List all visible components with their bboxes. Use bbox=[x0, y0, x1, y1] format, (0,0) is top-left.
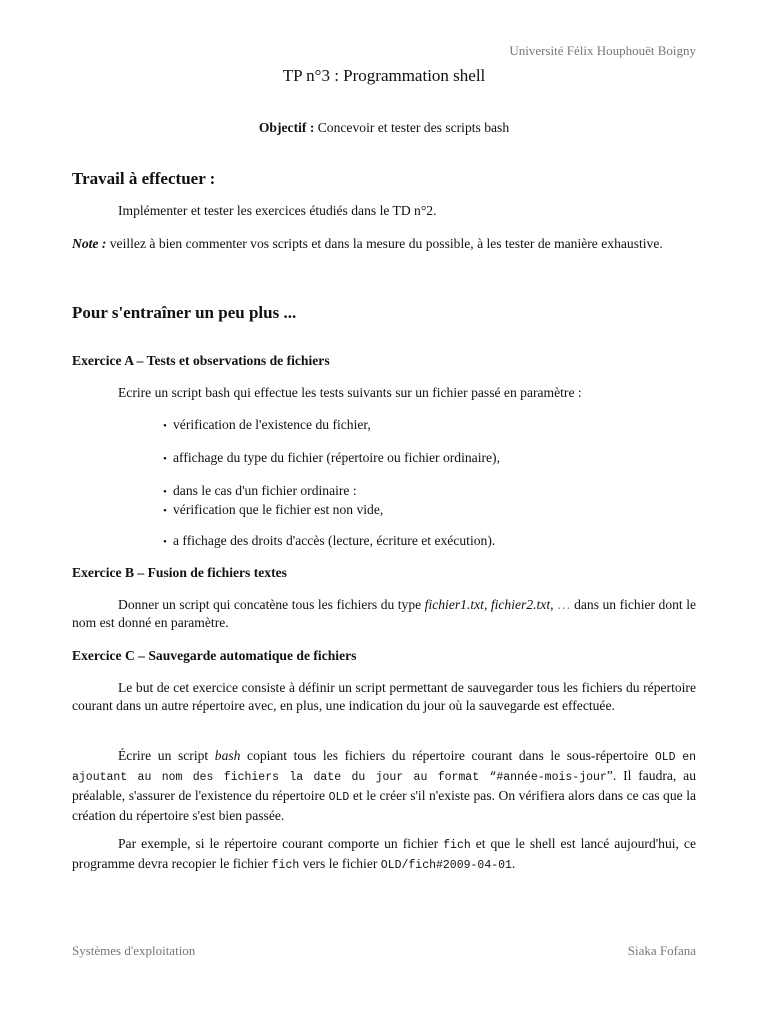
exercise-c-paragraph-2 bbox=[72, 747, 696, 825]
list-item: • vérification de l'existence du fichier, bbox=[163, 416, 371, 435]
exercise-a-intro: Ecrire un script bash qui effectue les tests suivants sur un fichier passé en paramètre : bbox=[118, 385, 582, 400]
list-item: • affichage du type du fichier (répertoire ou fichier ordinaire), bbox=[163, 449, 500, 468]
note-text: veillez à bien commenter vos scripts et dans la mesure du possible, à les tester de manière exhaustive. bbox=[106, 236, 663, 251]
file-fich: fich bbox=[443, 839, 471, 852]
exercise-b-text-2: dans un fichier dont le nom est donné en paramètre. bbox=[72, 597, 697, 630]
filename-2: fichier2.txt, bbox=[490, 597, 554, 612]
ellipsis: … bbox=[553, 597, 575, 612]
objective-label: Objectif : bbox=[258, 120, 315, 135]
exercise-b-heading: Exercice B – Fusion de fichiers textes bbox=[72, 565, 287, 580]
separator: , bbox=[483, 597, 491, 612]
exercise-b-text-1: Donner un script qui concatène tous les fichiers du type bbox=[118, 597, 425, 612]
exercise-c-paragraph-1: Le but de cet exercice consiste à définir un script permettant de sauvegarder tous les fichiers du répertoire courant dans un autre répertoire avec, en plus, une indication du jour où la sauvegarde est effectuée. bbox=[72, 680, 696, 713]
text: et le créer s'il n'existe pas. On vérifiera alors dans ce cas que la création du répertoire s'est bien passée. bbox=[72, 788, 697, 823]
work-line: Implémenter et tester les exercices étudiés dans le TD n°2. bbox=[118, 203, 437, 218]
text: et que le shell est lancé aujourd'hui, ce programme devra recopier le fichier bbox=[72, 836, 696, 871]
exercise-a-list-1 bbox=[163, 416, 371, 435]
exercise-a-list-2 bbox=[163, 449, 500, 468]
dest-path: OLD/fich#2009-04-01 bbox=[380, 859, 512, 872]
footer-right: Siaka Fofana bbox=[627, 943, 696, 958]
text: vers le fichier bbox=[299, 856, 381, 871]
date-format: #année-mois-jour bbox=[496, 771, 607, 784]
objective-line bbox=[0, 119, 768, 137]
exercise-a-heading: Exercice A – Tests et observations de fichiers bbox=[72, 353, 330, 368]
filename-1: fichier1.txt bbox=[424, 597, 484, 612]
bash-word: bash bbox=[214, 748, 241, 763]
footer-left: Systèmes d'exploitation bbox=[72, 943, 196, 958]
note-label: Note : bbox=[72, 236, 107, 251]
text: copiant tous les fichiers du répertoire courant dans le sous-répertoire bbox=[240, 748, 655, 763]
text: . bbox=[511, 856, 516, 871]
objective-text: Concevoir et tester des scripts bash bbox=[314, 120, 510, 135]
exercise-a-list-4 bbox=[163, 532, 495, 551]
note-paragraph bbox=[72, 235, 696, 253]
exercise-c-paragraph-3 bbox=[72, 835, 696, 875]
list-item: • dans le cas d'un fichier ordinaire : bbox=[163, 482, 383, 501]
more-heading: Pour s'entraîner un peu plus ... bbox=[72, 303, 297, 322]
university-name: Université Félix Houphouët Boigny bbox=[509, 43, 696, 58]
text: ”. Il faudra, au préalable, s'assurer de l'existence du répertoire bbox=[72, 768, 697, 803]
exercise-b-paragraph bbox=[72, 596, 696, 632]
exercise-a-list-3 bbox=[163, 482, 383, 520]
text: Par exemple, si le répertoire courant comporte un fichier bbox=[118, 836, 444, 851]
list-item: • a ffichage des droits d'accès (lecture, écriture et exécution). bbox=[163, 532, 495, 551]
text: en ajoutant au nom des fichiers la date du jour au format “ bbox=[72, 751, 696, 784]
list-item: • vérification que le fichier est non vide, bbox=[163, 501, 383, 520]
dir-old: OLD bbox=[328, 791, 350, 804]
work-heading: Travail à effectuer : bbox=[72, 169, 216, 188]
exercise-c-heading: Exercice C – Sauvegarde automatique de fichiers bbox=[72, 648, 357, 663]
dir-old: OLD bbox=[654, 751, 676, 764]
page-title: TP n°3 : Programmation shell bbox=[282, 66, 486, 85]
text: Écrire un script bbox=[118, 748, 215, 763]
file-fich: fich bbox=[271, 859, 300, 872]
